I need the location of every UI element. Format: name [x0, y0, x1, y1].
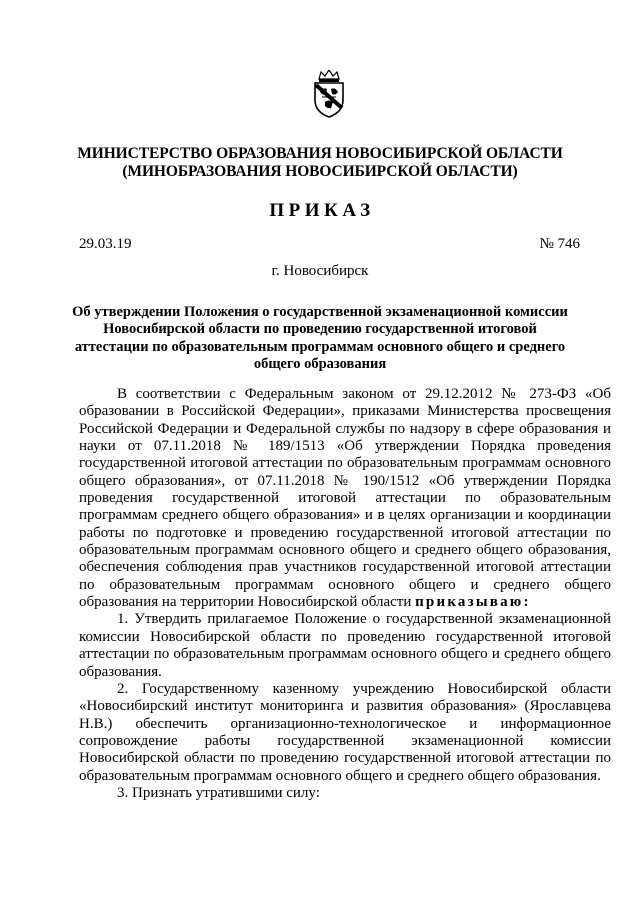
order-number: № 746 [539, 236, 580, 252]
order-word: приказываю: [415, 594, 531, 611]
preamble-paragraph [79, 386, 611, 611]
ministry-short-name-line: (МИНОБРАЗОВАНИЯ НОВОСИБИРСКОЙ ОБЛАСТИ) [122, 163, 518, 180]
order-date: 29.03.19 [79, 236, 132, 252]
item-1-paragraph: 1. Утвердить прилагаемое Положение о государственной экзаменационной комиссии Новосибирской области по проведению государственной итоговой аттестации по образовательным программам основного общего и среднего общего образования. [79, 611, 611, 680]
subject-line: аттестации по образовательным программам основного общего и среднего [74, 338, 566, 355]
ministry-name-line: МИНИСТЕРСТВО ОБРАЗОВАНИЯ НОВОСИБИРСКОЙ ОБЛАСТИ [77, 145, 563, 162]
ministry-name [60, 145, 580, 181]
document-type-title: ПРИКАЗ [269, 200, 375, 221]
item-2-paragraph: 2. Государственному казенному учреждению Новосибирской области «Новосибирский институт мониторинга и развития образования» (Ярославцева Н.В.) обеспечить организационно-технологическое и информационное сопровождение работы государственной экзаменационной комиссии Новосибирской области по проведению государственной итоговой аттестации по образовательным программам основного общего и среднего общего образования. [79, 680, 611, 784]
item-3-paragraph: 3. Признать утратившими силу: [117, 784, 320, 801]
preamble-text: В соответствии с Федеральным законом от 29.12.2012 № 273-ФЗ «Об образовании в Российской Федерации», приказами Министерства просвещения Российской Федерации и Федеральной службы по надзору в сфере образования и науки от 07.11.2018 № 189/1513 «Об утверждении Порядка проведения государственной итоговой аттестации по образовательным программам основного общего образования», от 07.11.2018 № 190/1512 «Об утверждении Порядка проведения государственной итоговой аттестации по образовательным программам среднего общего образования» и в целях организации и координации работы по подготовке и проведению государственной итоговой аттестации по образовательным программам основного общего и среднего общего образования, обеспечения соблюдения прав участников государственной итоговой аттестации по образовательным программам основного общего и среднего общего образования на территории Новосибирской области [79, 386, 611, 611]
order-subject [70, 304, 570, 373]
coat-of-arms-icon [311, 70, 347, 118]
subject-line: общего образования [253, 355, 387, 372]
subject-line: Новосибирской области по проведению государственной итоговой [103, 321, 537, 338]
order-body [79, 386, 611, 802]
subject-line: Об утверждении Положения о государственной экзаменационной комиссии [72, 304, 568, 320]
order-city: г. Новосибирск [271, 263, 369, 279]
